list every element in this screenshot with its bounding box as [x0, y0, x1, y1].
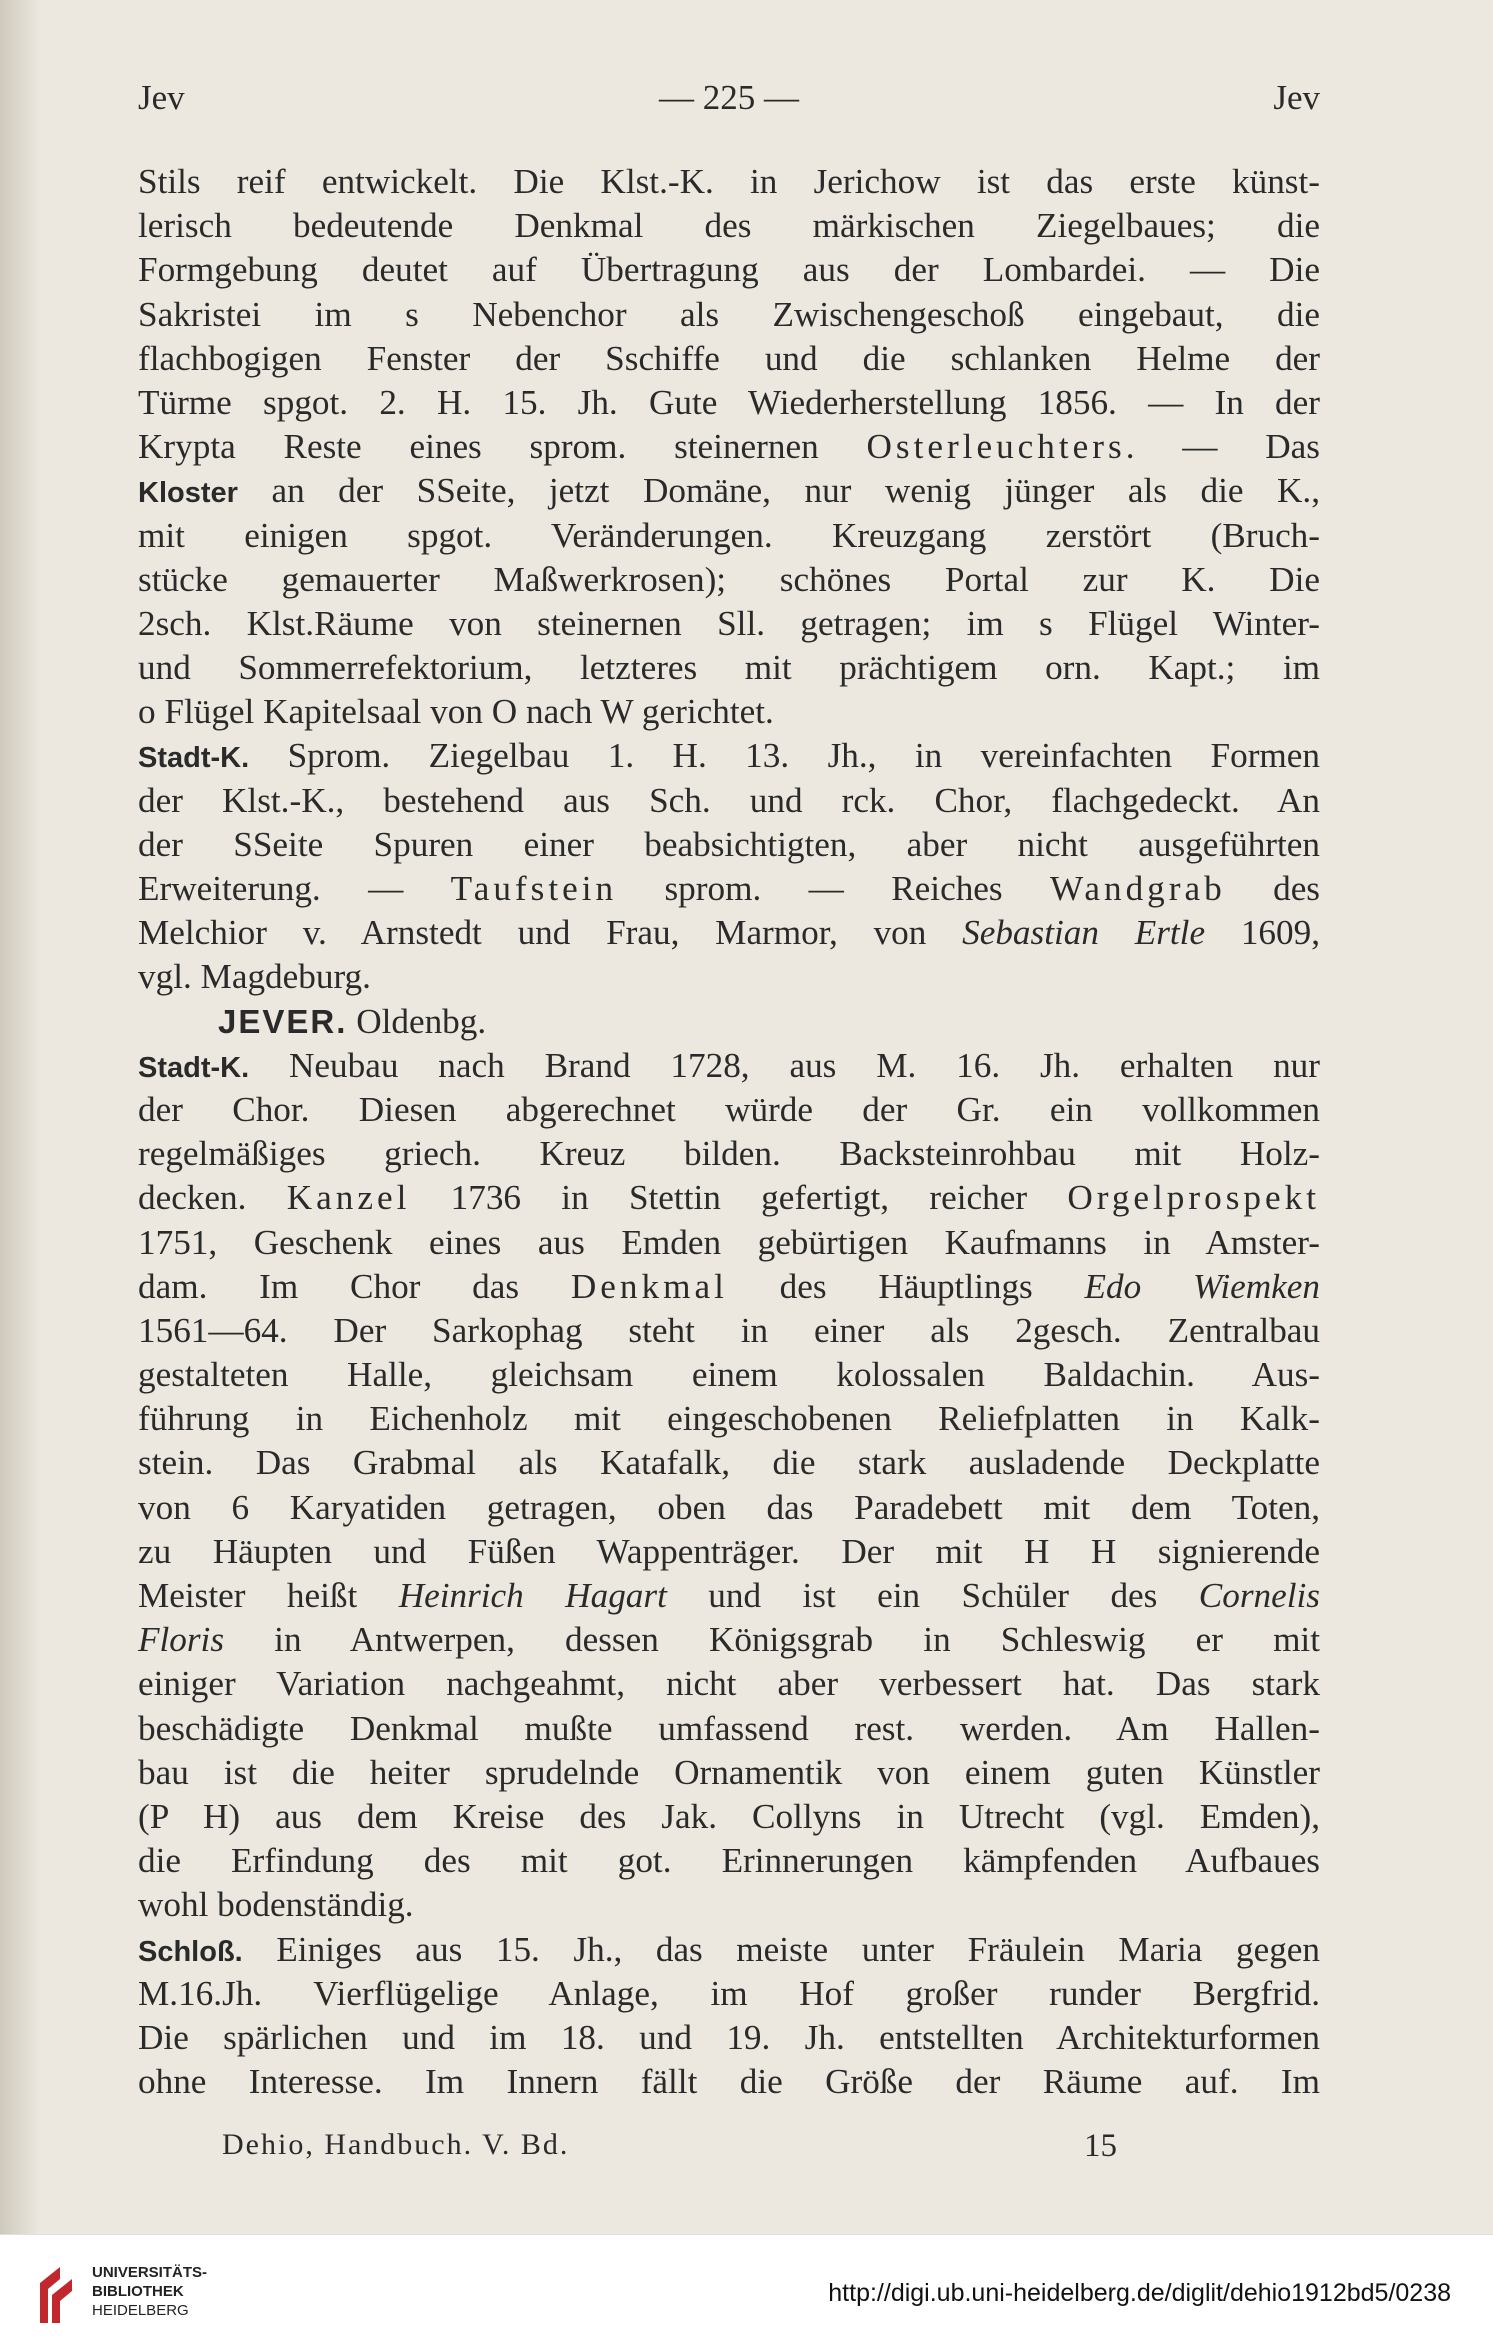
text-run: flachbogigen Fenster der Sschiffe und die schlanken Helme der: [138, 338, 1320, 378]
text-line: [138, 955, 1320, 999]
text-line: [138, 1353, 1320, 1397]
text-run: zu Häupten und Füßen Wappenträger. Der mit H H signierende: [138, 1531, 1320, 1571]
text-line: [138, 558, 1320, 602]
text-run: an der SSeite, jetzt Domäne, nur wenig jünger als die K.,: [237, 471, 1320, 511]
text-run: . — Das: [1125, 427, 1320, 467]
text-run: Meister heißt: [138, 1576, 399, 1615]
text-line: [138, 734, 1320, 778]
text-run: vgl. Magdeburg.: [138, 957, 371, 997]
text-run: des: [1225, 869, 1321, 908]
text-line: [138, 1707, 1320, 1751]
text-line: [138, 2016, 1320, 2060]
running-head-left: Jev: [138, 78, 185, 117]
text-line: [138, 911, 1320, 955]
text-run: (P H) aus dem Kreise des Jak. Collyns in Utrecht (vgl. Emden),: [138, 1796, 1320, 1836]
artist-name: Heinrich Hagart: [398, 1576, 667, 1615]
artist-name: Floris: [138, 1620, 225, 1660]
text-line: [138, 1309, 1320, 1353]
signature-text: Dehio, Handbuch. V. Bd.: [222, 2128, 570, 2161]
text-run: Einiges aus 15. Jh., das meiste unter Fräulein Maria gegen: [242, 1929, 1320, 1969]
permalink-url[interactable]: http://digi.ub.uni-heidelberg.de/diglit/dehio1912bd5/0238: [828, 2279, 1451, 2307]
text-line: [138, 1441, 1320, 1485]
text-run: sprom. — Reiches: [617, 869, 1050, 908]
text-run: M.16.Jh. Vierflügelige Anlage, im Hof großer runder Bergfrid.: [138, 1973, 1320, 2013]
text-line: [138, 1176, 1320, 1220]
text-line: [138, 779, 1320, 823]
section-keyword: Schloß.: [138, 1935, 243, 1968]
text-line: [138, 1618, 1320, 1662]
text-run: bau ist die heiter sprudelnde Ornamentik von einem guten Künstler: [138, 1752, 1320, 1792]
text-run: ohne Interesse. Im Innern fällt die Größe der Räume auf. Im: [138, 2062, 1320, 2102]
text-line: [138, 1044, 1320, 1088]
text-line: [138, 293, 1320, 337]
artist-name: Cornelis: [1198, 1576, 1320, 1615]
text-line: [138, 1088, 1320, 1132]
running-head: [138, 78, 1320, 122]
text-run: Oldenbg.: [347, 1001, 487, 1041]
text-line: [138, 1839, 1320, 1883]
library-name-line: HEIDELBERG: [92, 2302, 189, 2319]
text-line: [138, 690, 1320, 734]
text-line: [138, 1883, 1320, 1927]
text-line: [138, 425, 1320, 469]
text-line: [138, 1221, 1320, 1265]
text-run: Neubau nach Brand 1728, aus M. 16. Jh. erhalten nur: [249, 1045, 1320, 1085]
text-line: [138, 1486, 1320, 1530]
artist-name: Sebastian Ertle: [962, 913, 1206, 953]
section-keyword: Stadt-K.: [138, 1051, 250, 1084]
text-line: [138, 1397, 1320, 1441]
text-run: Sprom. Ziegelbau 1. H. 13. Jh., in vereinfachten Formen: [249, 736, 1320, 776]
text-run: beschädigte Denkmal mußte umfassend rest. werden. Am Hallen-: [138, 1708, 1320, 1748]
text-line: [138, 602, 1320, 646]
text-line: [138, 1574, 1320, 1618]
text-line: [138, 646, 1320, 690]
spaced-term: Kanzel: [286, 1178, 411, 1218]
text-run: Sakristei im s Nebenchor als Zwischengeschoß eingebaut, die: [138, 294, 1320, 334]
section-keyword: Kloster: [138, 477, 238, 510]
spaced-term: Osterleuchters: [866, 427, 1126, 467]
text-run: und ist ein Schüler des: [666, 1576, 1199, 1615]
text-run: lerisch bedeutende Denkmal des märkischen Ziegelbaues; die: [138, 206, 1320, 246]
text-line: [138, 1795, 1320, 1839]
text-line: [138, 2060, 1320, 2104]
library-name[interactable]: [92, 2263, 207, 2320]
text-line: [138, 469, 1320, 513]
text-line: [138, 337, 1320, 381]
text-run: mit einigen spgot. Veränderungen. Kreuzgang zerstört (Bruch-: [138, 515, 1320, 555]
place-heading: JEVER.: [218, 1002, 348, 1040]
text-run: in Antwerpen, dessen Königsgrab in Schleswig er mit: [224, 1620, 1320, 1660]
text-run: führung in Eichenholz mit eingeschobenen Reliefplatten in Kalk-: [138, 1399, 1320, 1439]
text-run: stücke gemauerter Maßwerkrosen); schönes Portal zur K. Die: [138, 559, 1320, 599]
text-run: Stils reif entwickelt. Die Klst.-K. in Jerichow ist das erste künst-: [138, 162, 1320, 201]
text-run: Krypta Reste eines sprom. steinernen: [138, 427, 867, 467]
spaced-term: Wandgrab: [1049, 869, 1226, 908]
text-run: decken.: [138, 1178, 287, 1218]
page-number: — 225 —: [659, 78, 799, 117]
text-run: 1561—64. Der Sarkophag steht in einer als 2gesch. Zentralbau: [138, 1310, 1320, 1350]
text-run: o Flügel Kapitelsaal von O nach W gerichtet.: [138, 692, 774, 732]
text-line: [138, 823, 1320, 867]
text-run: dam. Im Chor das: [138, 1266, 571, 1306]
text-run: 1609,: [1205, 913, 1320, 953]
text-line: [138, 1751, 1320, 1795]
text-run: Türme spgot. 2. H. 15. Jh. Gute Wiederherstellung 1856. — In der: [138, 382, 1320, 422]
text-run: Melchior v. Arnstedt und Frau, Marmor, von: [138, 913, 963, 953]
text-run: der Chor. Diesen abgerechnet würde der Gr. ein vollkommen: [138, 1089, 1320, 1129]
running-head-right: Jev: [1273, 78, 1320, 117]
text-line: [138, 1530, 1320, 1574]
text-run: der SSeite Spuren einer beabsichtigten, aber nicht ausgeführten: [138, 824, 1320, 864]
text-run: Erweiterung. —: [138, 869, 451, 908]
text-line: [138, 1265, 1320, 1309]
text-line: [138, 867, 1320, 911]
text-line: [138, 1000, 1320, 1044]
text-line: [138, 1662, 1320, 1706]
text-run: Formgebung deutet auf Übertragung aus der Lombardei. — Die: [138, 250, 1320, 290]
text-line: [138, 514, 1320, 558]
library-name-line: BIBLIOTHEK: [92, 2283, 184, 2300]
section-keyword: Stadt-K.: [138, 742, 250, 775]
text-run: der Klst.-K., bestehend aus Sch. und rck. Chor, flachgedeckt. An: [138, 780, 1320, 820]
printer-signature: [222, 2128, 1222, 2162]
signature-number: 15: [1084, 2128, 1117, 2164]
spaced-term: Orgelprospekt: [1067, 1178, 1320, 1218]
text-run: die Erfindung des mit got. Erinnerungen kämpfenden Aufbaues: [138, 1841, 1320, 1881]
text-line: [138, 160, 1320, 204]
text-run: gestalteten Halle, gleichsam einem kolossalen Baldachin. Aus-: [138, 1355, 1320, 1395]
text-line: [138, 248, 1320, 292]
text-line: [138, 1972, 1320, 2016]
text-run: 1736 in Stettin gefertigt, reicher: [410, 1178, 1068, 1218]
text-line: [138, 1928, 1320, 1972]
library-name-line: UNIVERSITÄTS-: [92, 2264, 208, 2281]
text-run: 2sch. Klst.Räume von steinernen Sll. getragen; im s Flügel Winter-: [138, 603, 1320, 643]
text-run: 1751, Geschenk eines aus Emden gebürtigen Kaufmanns in Amster-: [138, 1222, 1320, 1262]
spaced-term: Denkmal: [570, 1266, 728, 1306]
university-library-logo-icon[interactable]: [32, 2261, 82, 2331]
text-run: regelmäßiges griech. Kreuz bilden. Backsteinrohbau mit Holz-: [138, 1134, 1320, 1174]
spaced-term: Taufstein: [450, 869, 618, 908]
page-spine-shadow: [0, 0, 40, 2234]
text-run: des Häuptlings: [727, 1266, 1085, 1306]
artist-name: Edo Wiemken: [1084, 1266, 1320, 1306]
text-run: wohl bodenständig.: [138, 1885, 414, 1925]
body-text: [138, 160, 1320, 2104]
text-run: von 6 Karyatiden getragen, oben das Paradebett mit dem Toten,: [138, 1487, 1320, 1527]
text-line: [138, 1132, 1320, 1176]
text-run: Die spärlichen und im 18. und 19. Jh. entstellten Architekturformen: [138, 2017, 1320, 2057]
text-run: stein. Das Grabmal als Katafalk, die stark ausladende Deckplatte: [138, 1443, 1320, 1483]
text-line: [138, 381, 1320, 425]
text-line: [138, 204, 1320, 248]
text-run: einiger Variation nachgeahmt, nicht aber verbessert hat. Das stark: [138, 1664, 1320, 1704]
text-run: und Sommerrefektorium, letzteres mit prächtigem orn. Kapt.; im: [138, 648, 1320, 688]
viewer-footer-bar: [0, 2234, 1493, 2352]
